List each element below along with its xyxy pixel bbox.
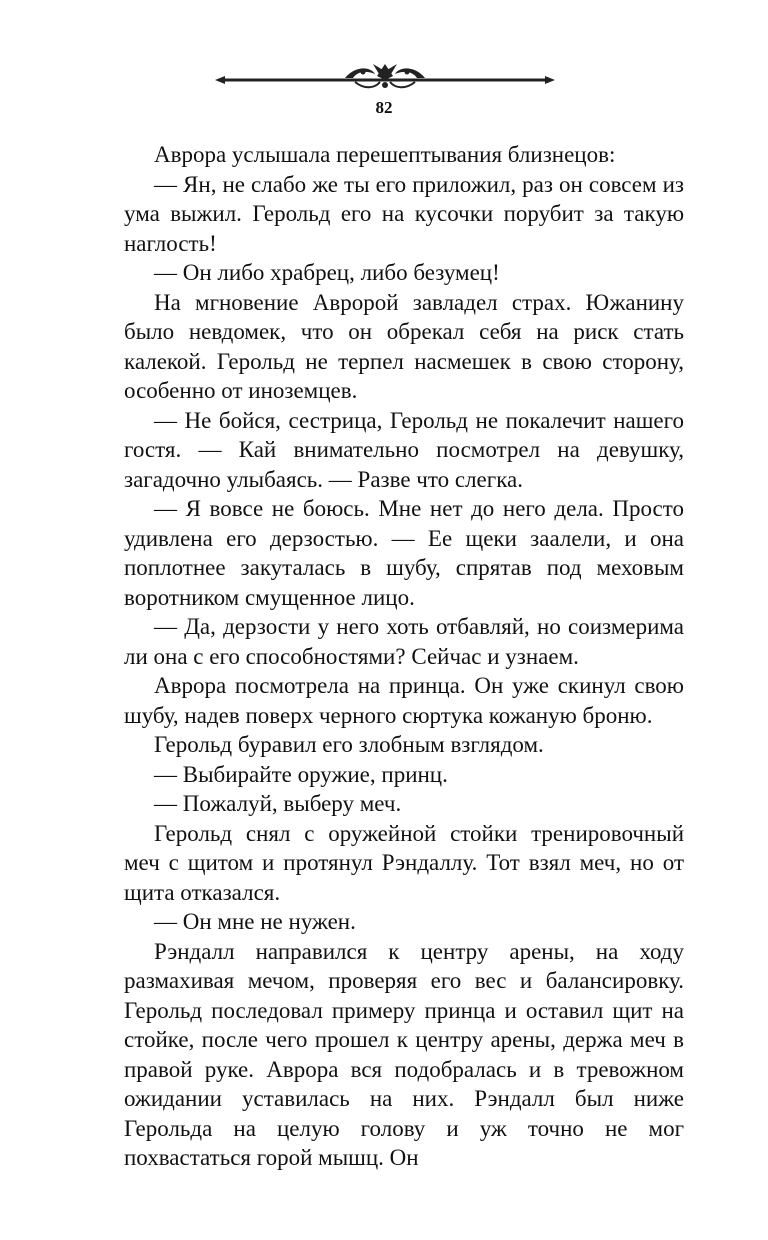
page-number: 82 bbox=[375, 98, 393, 117]
paragraph: — Ян, не слабо же ты его приложил, раз он совсем из ума выжил. Герольд его на кусочки порубит за такую наглость! bbox=[124, 171, 684, 256]
paragraph: Герольд снял с оружейной стойки тренировочный меч с щитом и протянул Рэндаллу. Тот взял меч, но от щита отказался. bbox=[124, 820, 684, 905]
paragraph: Аврора услышала перешептывания близнецов: bbox=[154, 142, 616, 167]
paragraph: Рэндалл направился к центру арены, на ходу размахивая мечом, проверяя его вес и балансировку. Герольд последовал примеру принца и оставил щит на стойке, после чего прошел к центру арены, держа меч в правой руке. Аврора вся подобралась и в тревожном ожидании уставилась на них. Рэндалл был ниже Герольда на целую голову и уж точно не мог похвастаться горой мышц. Он bbox=[124, 938, 684, 1170]
paragraph: — Не бойся, сестрица, Герольд не покалечит нашего гостя. — Кай внимательно посмотрел на девушку, загадочно улыбаясь. — Разве что слегка. bbox=[124, 407, 684, 492]
paragraph: Герольд буравил его злобным взглядом. bbox=[154, 732, 544, 757]
decorative-flourish-icon bbox=[215, 60, 555, 100]
paragraph: — Выбирайте оружие, принц. bbox=[154, 761, 448, 787]
paragraph: — Пожалуй, выберу меч. bbox=[154, 791, 402, 816]
paragraph: На мгновение Авророй завладел страх. Южанину было невдомек, что он обрекал себя на риск стать калекой. Герольд не терпел насмешек в свою сторону, особенно от иноземцев. bbox=[124, 289, 684, 403]
body-text bbox=[124, 140, 684, 1173]
paragraph: — Он либо храбрец, либо безумец! bbox=[154, 260, 500, 285]
paragraph: — Я вовсе не боюсь. Мне нет до него дела. Просто удивлена его дерзостью. — Ее щеки заалели, и она поплотнее закуталась в шубу, спрятав под меховым воротником смущенное лицо. bbox=[124, 496, 684, 610]
paragraph: Аврора посмотрела на принца. Он уже скинул свою шубу, надев поверх черного сюртука кожаную броню. bbox=[124, 673, 684, 728]
paragraph: — Он мне не нужен. bbox=[154, 909, 356, 934]
paragraph: — Да, дерзости у него хоть отбавляй, но соизмерима ли она с его способностями? Сейчас и узнаем. bbox=[124, 614, 684, 669]
